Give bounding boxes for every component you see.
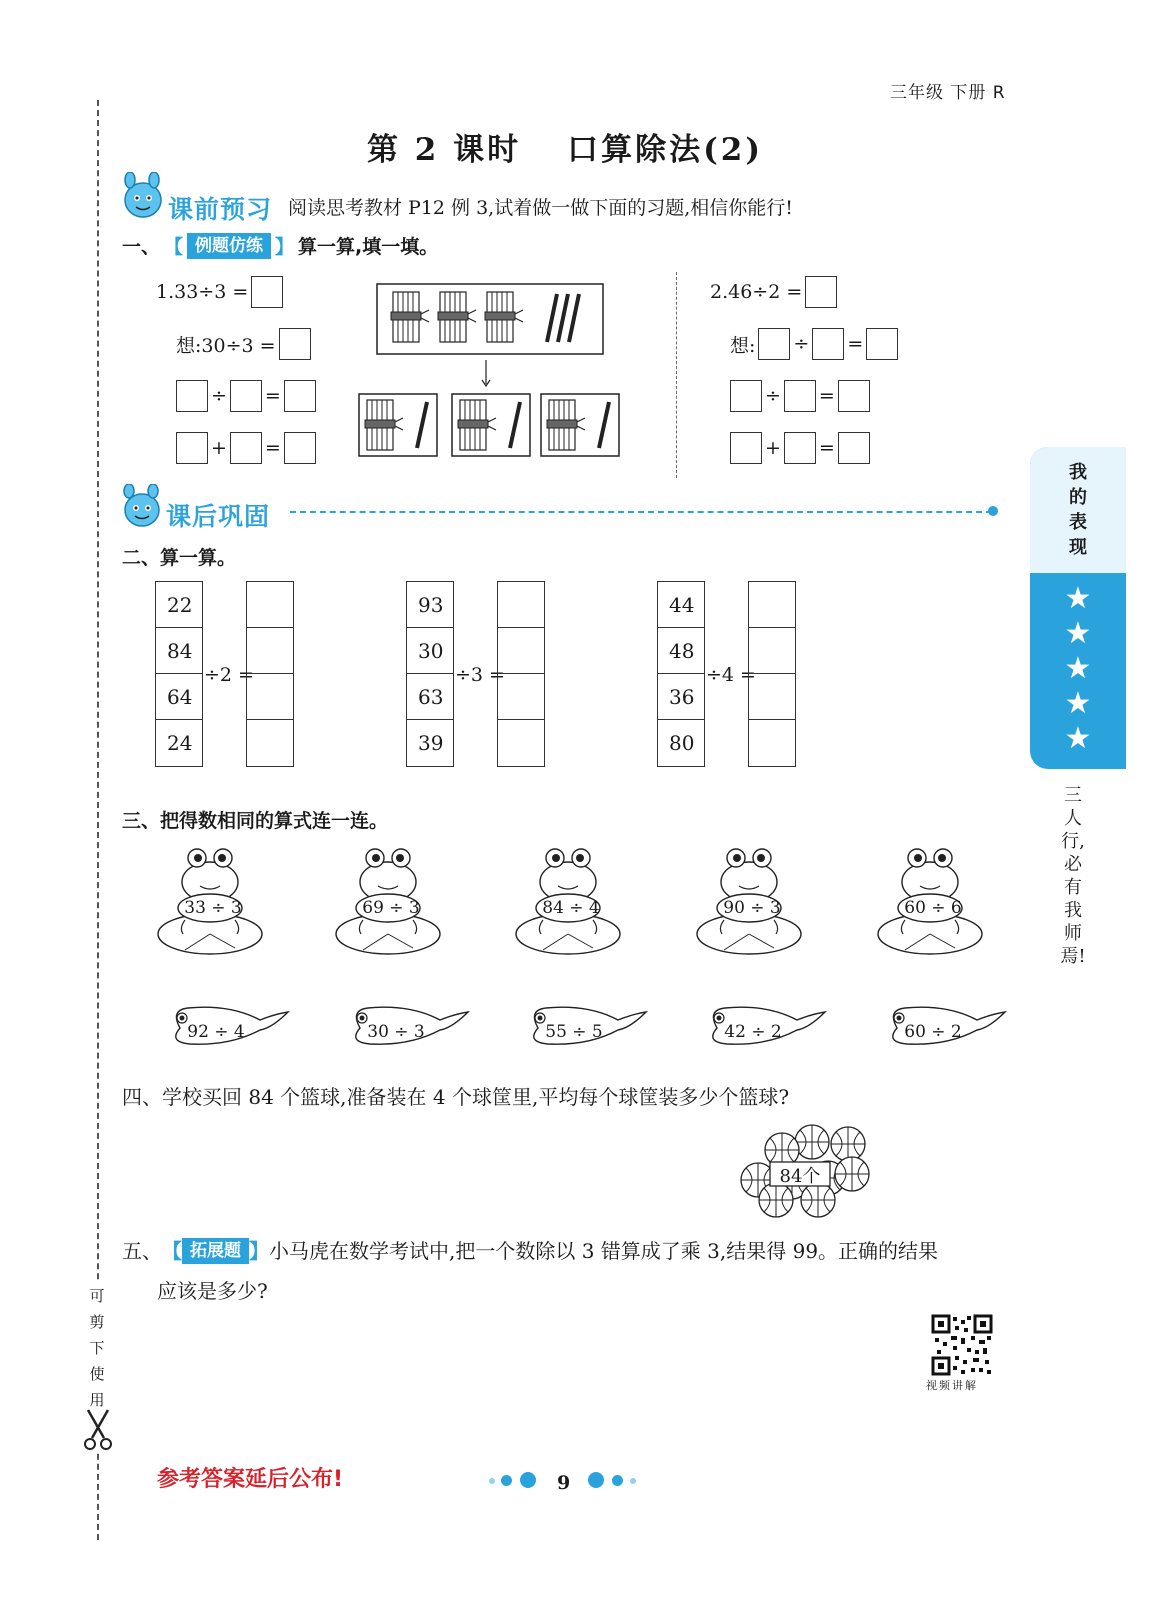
p2-step-divide bbox=[730, 380, 870, 412]
tag-bracket: 】 bbox=[249, 1239, 269, 1263]
decor-dot bbox=[630, 1478, 636, 1484]
example-tag: 例题仿练 bbox=[187, 233, 271, 259]
lesson-number: 第 2 课时 bbox=[366, 132, 522, 168]
q5-line1: 小马虎在数学考试中,把一个数除以 3 错算成了乘 3,结果得 99。正确的结果 bbox=[269, 1239, 939, 1263]
grade-label: 三年级 下册 R bbox=[890, 83, 1006, 103]
lesson-name: 口算除法(2) bbox=[567, 132, 764, 168]
cut-char: 使 bbox=[89, 1365, 105, 1383]
p1-think-text: 想:30÷3 = bbox=[176, 334, 276, 357]
cut-char: 剪 bbox=[89, 1313, 105, 1331]
answer-column bbox=[246, 581, 294, 767]
frog-expression[interactable]: 84 ÷ 4 bbox=[542, 898, 600, 918]
answer-cell[interactable] bbox=[247, 674, 293, 720]
tadpole-expression[interactable]: 92 ÷ 4 bbox=[187, 1022, 245, 1042]
answer-cell[interactable] bbox=[749, 582, 795, 628]
dividend-cell: 64 bbox=[156, 674, 202, 720]
answer-box[interactable] bbox=[251, 276, 283, 308]
stick-bundles-illustration bbox=[355, 280, 625, 462]
answer-box[interactable] bbox=[284, 380, 316, 412]
star-icon[interactable]: ★ bbox=[1064, 721, 1092, 756]
dividend-cell: 80 bbox=[669, 731, 695, 755]
star-rating bbox=[1030, 573, 1126, 756]
star-icon[interactable]: ★ bbox=[1064, 651, 1092, 686]
divide-op: ÷3 = bbox=[455, 664, 505, 686]
star-icon[interactable]: ★ bbox=[1064, 686, 1092, 721]
answer-box[interactable] bbox=[784, 432, 816, 464]
dividend-column bbox=[155, 581, 203, 767]
p2-step-add bbox=[730, 432, 870, 464]
ball-count-label: 84个 bbox=[779, 1166, 821, 1187]
cut-char: 可 bbox=[89, 1287, 105, 1305]
p2-think-text: 想: bbox=[730, 334, 756, 357]
tag-bracket: 【 bbox=[162, 1239, 182, 1263]
answer-box[interactable] bbox=[284, 432, 316, 464]
preview-intro: 阅读思考教材 P12 例 3,试着做一做下面的习题,相信你能行! bbox=[288, 197, 793, 219]
p2-expression bbox=[710, 276, 837, 308]
q1-text: 算一算,填一填。 bbox=[298, 236, 439, 258]
answer-box[interactable] bbox=[176, 432, 208, 464]
page-title bbox=[0, 124, 1130, 169]
decor-dot bbox=[489, 1478, 495, 1484]
answer-notice: 参考答案延后公布! bbox=[157, 1467, 344, 1492]
answer-cell[interactable] bbox=[247, 628, 293, 674]
review-heading: 课后巩固 bbox=[166, 502, 271, 531]
dividend-cell: 84 bbox=[156, 628, 202, 674]
frog-expression[interactable]: 60 ÷ 6 bbox=[904, 898, 962, 918]
answer-cell[interactable] bbox=[247, 720, 293, 766]
divide-sign: ÷ bbox=[765, 385, 781, 407]
answer-box[interactable] bbox=[279, 328, 311, 360]
star-icon[interactable]: ★ bbox=[1064, 616, 1092, 651]
frog-expression[interactable]: 33 ÷ 3 bbox=[184, 898, 242, 918]
q5-line2: 应该是多少? bbox=[157, 1279, 268, 1303]
equals-sign: = bbox=[818, 385, 835, 407]
performance-label bbox=[1030, 447, 1126, 573]
q2-heading: 二、算一算。 bbox=[122, 547, 237, 569]
mascot-icon bbox=[120, 484, 164, 532]
section-rule-dot bbox=[988, 506, 998, 516]
divide-sign: ÷ bbox=[793, 333, 810, 355]
dividend-column bbox=[657, 581, 705, 767]
equals-sign: = bbox=[818, 437, 835, 459]
dividend-column bbox=[406, 581, 454, 767]
cut-char: 用 bbox=[89, 1391, 105, 1409]
answer-box[interactable] bbox=[805, 276, 837, 308]
tag-bracket: 【 bbox=[164, 236, 184, 258]
divide-op: ÷4 = bbox=[706, 664, 756, 686]
p1-expr-text: 1.33÷3 = bbox=[156, 281, 249, 303]
dividend-cell: 24 bbox=[167, 731, 193, 755]
divide-op: ÷2 = bbox=[204, 664, 254, 686]
answer-box[interactable] bbox=[230, 380, 262, 412]
divider bbox=[676, 272, 677, 478]
performance-label-char: 我 bbox=[1069, 462, 1087, 483]
qr-code-icon[interactable] bbox=[931, 1314, 993, 1376]
p1-step-add bbox=[176, 432, 316, 464]
preview-heading: 课前预习 bbox=[168, 195, 273, 224]
decor-dot bbox=[612, 1475, 623, 1486]
side-quote: 三人行,必有我师焉! bbox=[1060, 785, 1086, 967]
answer-cell[interactable] bbox=[247, 582, 293, 628]
answer-box[interactable] bbox=[176, 380, 208, 412]
page-number: 9 bbox=[557, 1472, 571, 1494]
qr-label: 视频讲解 bbox=[926, 1379, 978, 1392]
q4-text: 四、学校买回 84 个篮球,准备装在 4 个球筐里,平均每个球筐装多少个篮球? bbox=[122, 1085, 790, 1109]
dividend-cell: 44 bbox=[658, 582, 704, 628]
frog-expression[interactable]: 90 ÷ 3 bbox=[723, 898, 781, 918]
q1-heading bbox=[122, 232, 438, 259]
performance-label-char: 表 bbox=[1069, 512, 1087, 533]
dividend-cell: 39 bbox=[418, 731, 444, 755]
scissors-icon bbox=[82, 1408, 114, 1452]
tadpole-expression[interactable]: 42 ÷ 2 bbox=[724, 1022, 782, 1042]
answer-cell[interactable] bbox=[498, 628, 544, 674]
answer-box[interactable] bbox=[838, 380, 870, 412]
equals-sign: = bbox=[264, 437, 281, 459]
dividend-cell: 36 bbox=[658, 674, 704, 720]
answer-box[interactable] bbox=[784, 380, 816, 412]
answer-cell[interactable] bbox=[749, 674, 795, 720]
frog-expression[interactable]: 69 ÷ 3 bbox=[362, 898, 420, 918]
q1-number: 一、 bbox=[122, 236, 161, 258]
tag-bracket: 】 bbox=[275, 236, 295, 258]
answer-box[interactable] bbox=[758, 328, 790, 360]
p2-expr-text: 2.46÷2 = bbox=[710, 281, 803, 303]
q5-heading bbox=[122, 1232, 938, 1270]
q3-heading: 三、把得数相同的算式连一连。 bbox=[122, 810, 389, 832]
plus-sign: + bbox=[765, 437, 781, 459]
answer-box[interactable] bbox=[866, 328, 898, 360]
answer-column bbox=[497, 581, 545, 767]
equals-sign: = bbox=[264, 385, 281, 407]
dividend-cell: 30 bbox=[407, 628, 453, 674]
tadpole-expression[interactable]: 30 ÷ 3 bbox=[367, 1022, 425, 1042]
performance-label-char: 的 bbox=[1069, 487, 1087, 508]
cut-hint bbox=[86, 1283, 108, 1413]
answer-cell[interactable] bbox=[498, 720, 544, 766]
answer-box[interactable] bbox=[230, 432, 262, 464]
cut-char: 下 bbox=[89, 1339, 105, 1357]
tadpole-expression[interactable]: 60 ÷ 2 bbox=[904, 1022, 962, 1042]
section-rule bbox=[290, 511, 992, 513]
answer-cell[interactable] bbox=[498, 582, 544, 628]
dividend-cell: 93 bbox=[407, 582, 453, 628]
answer-box[interactable] bbox=[730, 380, 762, 412]
answer-cell[interactable] bbox=[749, 720, 795, 766]
decor-dot bbox=[588, 1472, 604, 1488]
dividend-cell: 48 bbox=[658, 628, 704, 674]
star-icon[interactable]: ★ bbox=[1064, 581, 1092, 616]
decor-dot bbox=[520, 1472, 536, 1488]
answer-column bbox=[748, 581, 796, 767]
q5-number: 五、 bbox=[122, 1239, 162, 1263]
divide-sign: ÷ bbox=[211, 385, 227, 407]
p1-expression bbox=[156, 276, 283, 308]
answer-cell[interactable] bbox=[749, 628, 795, 674]
answer-box[interactable] bbox=[838, 432, 870, 464]
answer-box[interactable] bbox=[812, 328, 844, 360]
p1-step-divide bbox=[176, 380, 316, 412]
answer-box[interactable] bbox=[730, 432, 762, 464]
dividend-cell: 63 bbox=[407, 674, 453, 720]
performance-label-char: 现 bbox=[1069, 537, 1087, 558]
dividend-cell: 22 bbox=[156, 582, 202, 628]
extension-tag: 拓展题 bbox=[182, 1238, 249, 1264]
answer-cell[interactable] bbox=[498, 674, 544, 720]
p1-think bbox=[176, 328, 311, 360]
equals-sign: = bbox=[847, 333, 864, 355]
decor-dot bbox=[501, 1475, 512, 1486]
tadpole-expression[interactable]: 55 ÷ 5 bbox=[545, 1022, 603, 1042]
p2-think bbox=[730, 328, 898, 360]
plus-sign: + bbox=[211, 437, 227, 459]
mascot-icon bbox=[120, 172, 166, 224]
performance-panel bbox=[1030, 447, 1126, 769]
